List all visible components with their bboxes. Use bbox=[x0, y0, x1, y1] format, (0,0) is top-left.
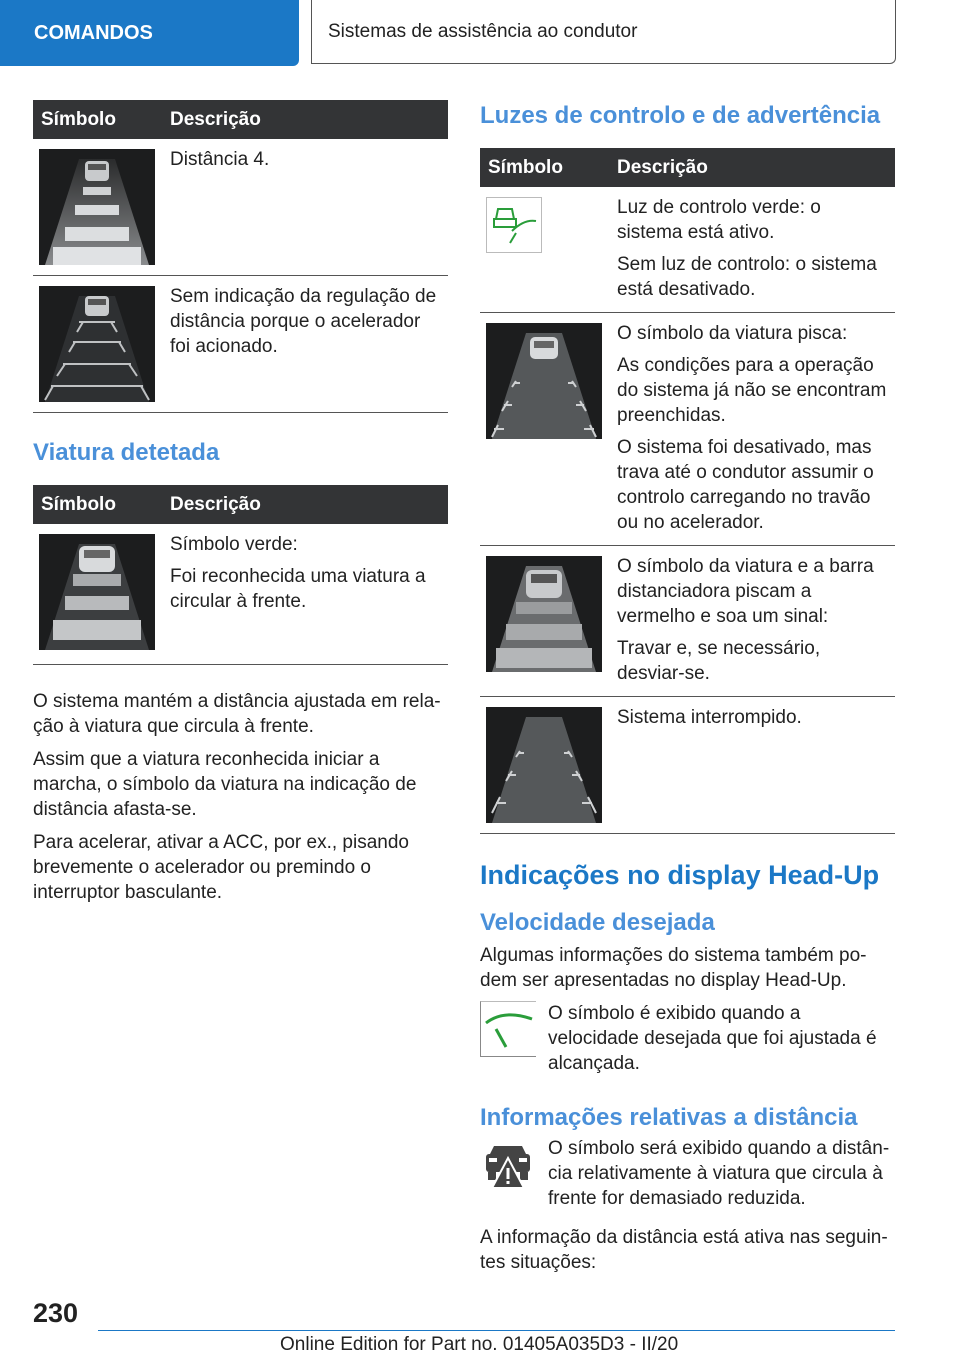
col-header-symbol: Símbolo bbox=[33, 485, 162, 524]
row-description: Símbolo verde: bbox=[170, 534, 298, 555]
icon-description: O símbolo será exibido quando a distância relativamente à viatura que circula à frente for demasiado reduzida. bbox=[548, 1138, 890, 1209]
row-description: O símbolo da viatura pisca: bbox=[617, 323, 848, 344]
row-description: Foi reconhecida uma viatura a circular à frente. bbox=[170, 566, 426, 612]
table-row bbox=[33, 276, 448, 413]
table-row bbox=[33, 139, 448, 276]
row-description: O símbolo da viatura e a barra distanciadora piscam a vermelho e soa um sinal: bbox=[617, 556, 874, 627]
col-header-description: Descrição bbox=[162, 485, 448, 524]
row-description: Sem indicação da regulação de distância porque o acelerador foi acionado. bbox=[170, 286, 437, 357]
right-column bbox=[480, 100, 895, 1283]
col-header-symbol: Símbolo bbox=[33, 100, 162, 139]
system-interrupted-lane-icon bbox=[486, 707, 602, 823]
col-header-description: Descrição bbox=[609, 148, 895, 187]
vehicle-detected-heading: Viatura detetada bbox=[33, 439, 220, 466]
distance-symbol-table bbox=[33, 100, 448, 413]
distance-4-lane-icon bbox=[39, 149, 155, 265]
page-number: 230 bbox=[33, 1298, 79, 1328]
edition-text: Online Edition for Part no. 01405A035D3 - II/20 bbox=[280, 1334, 679, 1355]
paragraph: Para acelerar, ativar a ACC, por ex., pisando brevemente o acelerador ou premindo o interruptor basculante. bbox=[33, 832, 409, 903]
no-distance-regulation-icon bbox=[39, 286, 155, 402]
table-row bbox=[33, 524, 448, 665]
paragraph: Algumas informações do sistema também podem ser apresentadas no display Head-Up. bbox=[480, 945, 867, 991]
section-tab: COMANDOS bbox=[0, 0, 299, 66]
footer-divider bbox=[98, 1330, 895, 1331]
desired-speed-row bbox=[480, 1001, 895, 1076]
vehicle-detected-table bbox=[33, 485, 448, 665]
paragraph: O sistema mantém a distância ajustada em relação à viatura que circula à frente. bbox=[33, 691, 441, 737]
row-description: Travar e, se necessário, desviar-se. bbox=[617, 638, 821, 684]
distance-info-row bbox=[480, 1136, 895, 1211]
row-description: As condições para a operação do sistema já não se encontram preenchidas. bbox=[617, 355, 887, 426]
row-description: Distância 4. bbox=[170, 149, 270, 170]
paragraph: Assim que a viatura reconhecida iniciar a marcha, o símbolo da viatura na indicação de distância afasta-se. bbox=[33, 749, 417, 820]
distance-info-heading: Informações relativas a distância bbox=[480, 1104, 858, 1131]
hud-heading: Indicações no display Head-Up bbox=[480, 860, 880, 890]
desired-speed-reached-icon bbox=[480, 1001, 536, 1057]
acc-green-indicator-icon bbox=[486, 197, 542, 253]
row-description: Sem luz de controlo: o sistema está desativado. bbox=[617, 254, 877, 300]
paragraph: A informação da distância está ativa nas seguintes situações: bbox=[480, 1227, 888, 1273]
distance-warning-car-icon bbox=[480, 1140, 536, 1196]
chapter-title: Sistemas de assistência ao condutor bbox=[311, 0, 896, 64]
vehicle-red-bar-lane-icon bbox=[486, 556, 602, 672]
row-description: Luz de controlo verde: o sistema está ativo. bbox=[617, 197, 821, 243]
vehicle-detected-lane-icon bbox=[39, 534, 155, 650]
col-header-description: Descrição bbox=[162, 100, 448, 139]
table-row bbox=[480, 697, 895, 834]
table-row bbox=[480, 187, 895, 313]
col-header-symbol: Símbolo bbox=[480, 148, 609, 187]
vehicle-blinking-lane-icon bbox=[486, 323, 602, 439]
desired-speed-heading: Velocidade desejada bbox=[480, 909, 715, 936]
table-row bbox=[480, 546, 895, 697]
icon-description: O símbolo é exibido quando a velocidade desejada que foi ajustada é alcançada. bbox=[548, 1003, 877, 1074]
warning-lights-table bbox=[480, 148, 895, 834]
left-column bbox=[33, 100, 448, 913]
row-description: O sistema foi desativado, mas trava até o condutor assumir o controlo carregando no travão ou no acelerador. bbox=[617, 437, 874, 533]
row-description: Sistema interrompido. bbox=[617, 707, 802, 728]
table-row bbox=[480, 313, 895, 546]
warning-lights-heading: Luzes de controlo e de advertência bbox=[480, 102, 881, 129]
